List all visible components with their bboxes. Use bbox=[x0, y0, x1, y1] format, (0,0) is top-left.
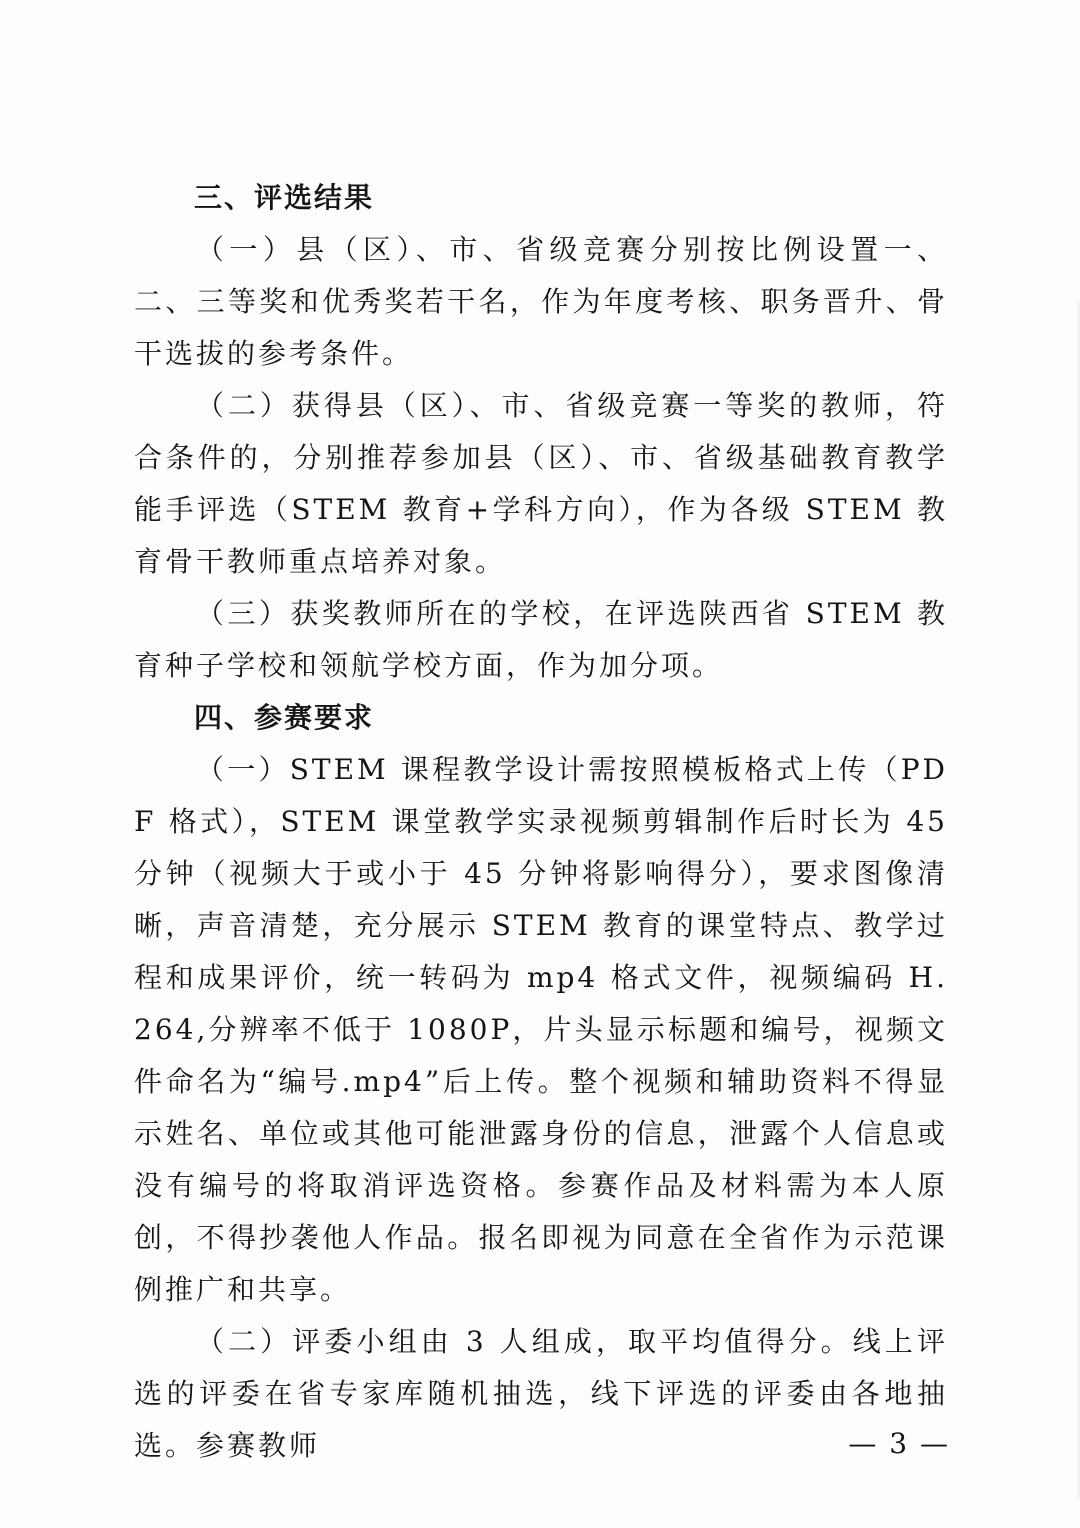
section-heading-results: 三、评选结果 bbox=[194, 181, 375, 214]
requirements-paragraph-2: （二）评委小组由 3 人组成，取平均值得分。线上评选的评委在省专家库随机抽选，线下评选的评委由各地抽选。参赛教师 bbox=[134, 1325, 948, 1462]
scan-edge-shadow bbox=[1076, 300, 1080, 1500]
results-paragraph-1: （一）县（区）、市、省级竞赛分别按比例设置一、二、三等奖和优秀奖若干名，作为年度考核、职务晋升、骨干选拔的参考条件。 bbox=[134, 233, 948, 370]
results-paragraph-2: （二）获得县（区）、市、省级竞赛一等奖的教师，符合条件的，分别推荐参加县（区）、市、省级基础教育教学能手评选（STEM 教育+学科方向），作为各级 STEM 教育骨干教师重点培养对象。 bbox=[134, 389, 948, 578]
document-body bbox=[134, 172, 948, 1472]
page-number: — 3 — bbox=[848, 1427, 950, 1460]
section-heading-requirements: 四、参赛要求 bbox=[194, 701, 375, 734]
requirements-paragraph-1: （一）STEM 课程教学设计需按照模板格式上传（PDF 格式），STEM 课堂教学实录视频剪辑制作后时长为 45 分钟（视频大于或小于 45 分钟将影响得分），要求图像清晰，声音清楚，充分展示 STEM 教育的课堂特点、教学过程和成果评价，统一转码为 mp4 格式文件，视频编码 H.264,分辨率不低于 1080P，片头显示标题和编号，视频文件命名为“编号.mp4”后上传。整个视频和辅助资料不得显示姓名、单位或其他可能泄露身份的信息，泄露个人信息或没有编号的将取消评选资格。参赛作品及材料需为本人原创，不得抄袭他人作品。报名即视为同意在全省作为示范课例推广和共享。 bbox=[134, 753, 948, 1306]
results-paragraph-3: （三）获奖教师所在的学校，在评选陕西省 STEM 教育种子学校和领航学校方面，作为加分项。 bbox=[134, 597, 948, 682]
